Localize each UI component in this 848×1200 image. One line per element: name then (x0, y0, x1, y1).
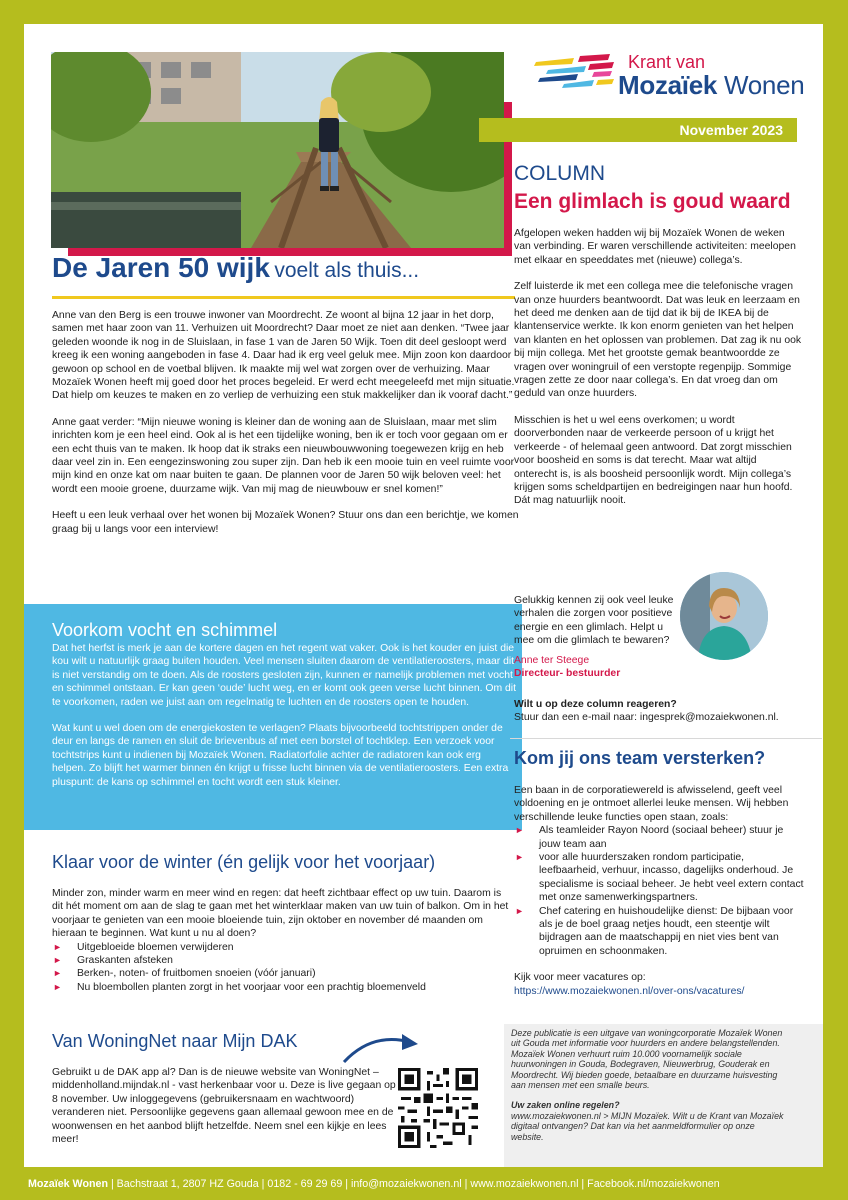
column-react (514, 698, 814, 725)
list-item: ► Berken-, noten- of fruitbomen snoeien (vóór januari) (52, 967, 512, 980)
brand-logo (534, 46, 814, 106)
column-title: Een glimlach is goud waard (514, 190, 791, 213)
column-paragraph: Afgelopen weken hadden wij bij Mozaïek Wonen de weken van verbinding. Er waren verschillende activiteiten: meelopen met elkaar en speeddates met (nieuwe) collega’s. (514, 228, 796, 266)
react-email-text[interactable]: Stuur dan een e-mail naar: ingesprek@mozaiekwonen.nl. (514, 712, 779, 724)
woningnet-body: Gebruikt u de DAK app al? Dan is de nieuwe website van WoningNet – middenholland.mijndak.nl - vast herkenbaar voor u. Deze is live gegaan op 8 november. Uw inloggegevens (gebruikersnaam en wachtwoord) veranderen niet. Persoonlijke gegevens gaan allemaal gewoon mee en de woonwensen en het aanbod blijft hetzelfde. Neem snel een kijkje en lees meer! (52, 1067, 396, 1146)
winter-intro: Minder zon, minder warm en meer wind en regen: dat heeft zichtbaar effect op uw tuin. Daarom is dit hét moment om aan de slag te gaan met het winterklaar maken van uw tuin of balkon. Om in het voorjaar te genieten van een mooie bloeiende tuin, zijn oktober en november dé maanden om hieraan te beginnen. Wat kunt u nu al doen? (52, 888, 509, 940)
list-item: ► voor alle huurderszaken rondom participatie, leefbaarheid, verhuur, incasso, dagelijks onderhoud. Je specialisme is sociaal beheer. Je hebt veel extern contact met onze samenwerkingspartners. (514, 851, 804, 905)
online-text[interactable]: www.mozaiekwonen.nl > MIJN Mozaïek. Wilt u de Krant van Mozaïek digitaal ontvangen? Dat kan via het aanmeldformulier op onze website. (511, 1110, 784, 1142)
online-title: Uw zaken online regelen? (511, 1100, 620, 1111)
react-question: Wilt u op deze column reageren? (514, 699, 677, 710)
column-paragraph: Zelf luisterde ik met een collega mee die telefonische vragen van onze huurders beantwoordt. Dat was leuk en leerzaam en het deed me denken aan de tijd dat ik bij de IKEA bij de klantenservice werkte. Ik kon enorm genieten van het helpen van klanten en het oplossen van problemen. Dat zag ik nu ook bij mijn collega. Met het grootste gemak beantwoordde ze vragen over woningruil of een verstopte regenpijp. Sommige vragen zette ze door naar collega’s. En dat vroeg dan om geduld van onze huurders. (514, 281, 802, 400)
main-article-paragraph: Heeft u een leuk verhaal over het wonen bij Mozaïek Wonen? Stuur ons dan een berichtje, we komen graag bij u langs voor een interview! (52, 510, 519, 535)
column-body (514, 227, 802, 521)
title-underline (52, 296, 515, 299)
winter-section-title: Klaar voor de winter (én gelijk voor het voorjaar) (52, 852, 436, 872)
bridge-photo (51, 52, 504, 248)
vacatures-link[interactable]: https://www.mozaiekwonen.nl/over-ons/vacatures/ (514, 985, 745, 997)
vacancy-list (514, 824, 804, 958)
author-name: Anne ter Steege (514, 655, 590, 666)
footer-org: Mozaïek Wonen (28, 1178, 108, 1190)
list-item: ► Nu bloembollen planten zorgt in het voorjaar voor een prachtig bloemenveld (52, 981, 512, 994)
column-label: COLUMN (514, 162, 606, 185)
winter-checklist (52, 941, 512, 995)
list-item: ► Graskanten afsteken (52, 954, 512, 967)
team-section-title: Kom jij ons team versterken? (514, 748, 766, 768)
winter-section-body (52, 887, 512, 994)
section-divider (510, 738, 822, 739)
newsletter-page (24, 24, 823, 1167)
publication-info: Deze publicatie is een uitgave van woningcorporatie Mozaïek Wonen uit Gouda met informatie voor huurders en andere belangstellenden. Mozaïek Wonen verhuurt ruim 10.000 voornamelijk sociale huurwoningen in Gouda, Bodegraven, Nieuwerbrug, Gouderak en Moordrecht. Wij bieden goede, betaalbare en duurzame huisvesting aan mensen met een smalle beurs. (511, 1028, 783, 1091)
issue-date-band (479, 118, 797, 142)
issue-date: November 2023 (679, 122, 783, 138)
moisture-section-title: Voorkom vocht en schimmel (52, 620, 278, 640)
main-article-body (52, 309, 520, 549)
author-portrait (680, 572, 768, 660)
moisture-paragraph: Wat kunt u wel doen om de energiekosten te verlagen? Plaats bijvoorbeeld tochtstrippen onder de deur en langs de ramen en sluit de brievenbus af met een borstel of tochtklep. Een verzoek voor tochtstrips kunt u indienen bij Mozaïek Wonen. Radiatorfolie achter de radiatoren kan ook erg helpen. Zo blijft het warmer binnen én krijgt u frisse lucht binnen via de ventilatieroosters. Een extra pluspunt: de kans op schimmel en tocht wordt een stuk kleiner. (52, 723, 509, 788)
qr-code-icon[interactable] (398, 1068, 478, 1148)
column-author (514, 654, 620, 681)
logo-text-line1: Krant van (628, 52, 706, 72)
moisture-section-body (52, 642, 516, 802)
author-role: Directeur- bestuurder (514, 668, 621, 680)
main-article-paragraph: Anne gaat verder: “Mijn nieuwe woning is kleiner dan de woning aan de Sluislaan, maar met slim inrichten kom je een heel eind. Ook al is het een tijdelijke woning, ben ik er toch voor gegaan om er een echt thuis van te maken. Ik hoop dat ik straks een nieuwbouwwoning toegewezen krijg en heb daar veel zin in. Een eengezinswoning zou super zijn. Dan heb ik een mooie tuin en veel ruimte voor mijn kind en onze kat om naar buiten te gaan. De plannen voor de Jaren 50 wijk beloven veel: het wordt een mooie groene, duurzame wijk. Van mij mag de nieuwbouw er snel komen!” (52, 416, 515, 495)
vacatures-text: Kijk voor meer vacatures op: (514, 972, 646, 984)
team-intro: Een baan in de corporatiewereld is afwisselend, geeft veel voldoening en je ontmoet allerlei leuke mensen. Wij hebben verschillende leuke functies open staan, zoals: (514, 785, 789, 823)
column-paragraph: Misschien is het u wel eens overkomen; u wordt doorverbonden naar de verkeerde persoon of u krijgt het verkeerde - of helemaal geen antwoord. Dat zorgt misschien voor boosheid en soms is dat terecht. Maar wat altijd onterecht is, is als boosheid persoonlijk wordt. Mijn collega’s krijgen soms scheldpartijen en bedreigingen naar hun hoofd. Dát mag natuurlijk nooit. (514, 414, 793, 507)
curved-arrow-icon (342, 1028, 422, 1068)
list-item: ► Uitgebloeide bloemen verwijderen (52, 941, 512, 954)
main-article-paragraph: Anne van den Berg is een trouwe inwoner van Moordrecht. Ze woont al bijna 12 jaar in het dorp, samen met haar zoon van 11. Verhuizen uit Moordrecht? Daar moet ze niet aan denken. “Twee jaar geleden woonde ik nog in de Sluislaan, in fase 1 van de Jaren 50 Wijk. Toen dit deel gesloopt werd kreeg ik een woning aangeboden in fase 4. Daar had ik erg veel geluk mee. Mijn zoon kon daardoor gewoon op school en de voetbal blijven. Ik maakte mij wel wat zorgen over de verhuizing. Maar Mozaïek Wonen heeft mij goed door het proces begeleid. Er werd echt meegeleefd met mijn situatie. Dat hielp om keuzes te maken en zo verliep de verhuizing een stuk makkelijker dan ik vooraf dacht.” (52, 310, 515, 402)
mosaic-logo-icon (534, 52, 616, 96)
publication-info-text (511, 1028, 789, 1142)
main-article-title: De Jaren 50 wijk voelt als thuis... (52, 252, 420, 283)
list-item: ► Als teamleider Rayon Noord (sociaal beheer) stuur je jouw team aan (514, 824, 804, 851)
logo-text-line2: Mozaïek Wonen (618, 70, 805, 100)
column-closing: Gelukkig kennen zij ook veel leuke verhalen die zorgen voor positieve energie en een glimlach. Helpt u mee om die glimlach te bewaren? (514, 595, 674, 647)
moisture-paragraph: Dat het herfst is merk je aan de kortere dagen en het regent wat vaker. Ook is het kouder en juist die kou wilt u natuurlijk graag buiten houden. Veel mensen sluiten daarom de ventilatieroosters, maar dit is niet verstandig om te doen. Als de roosters gesloten zijn, kunnen er namelijk problemen met vocht en schimmel ontstaan. Er kan geen ‘oude’ lucht weg, en er komt ook geen verse lucht binnen. Om dit te voorkomen, raden we juist aan om regelmatig te luchten en de roosters open te houden. (52, 643, 516, 708)
team-section-body (514, 784, 804, 1011)
woningnet-section-title: Van WoningNet naar Mijn DAK (52, 1031, 298, 1051)
page-footer (28, 1178, 720, 1190)
footer-details[interactable]: | Bachstraat 1, 2807 HZ Gouda | 0182 - 69 29 69 | info@mozaiekwonen.nl | www.mozaiekwonen.nl | Facebook.nl/mozaiekwonen (107, 1178, 720, 1190)
list-item: ► Chef catering en huishoudelijke dienst: De bijbaan voor als je de boel graag netjes houdt, een steentje wilt bijdragen aan de maatschappij en niet vies bent van opruimen en schoonmaken. (514, 905, 804, 959)
